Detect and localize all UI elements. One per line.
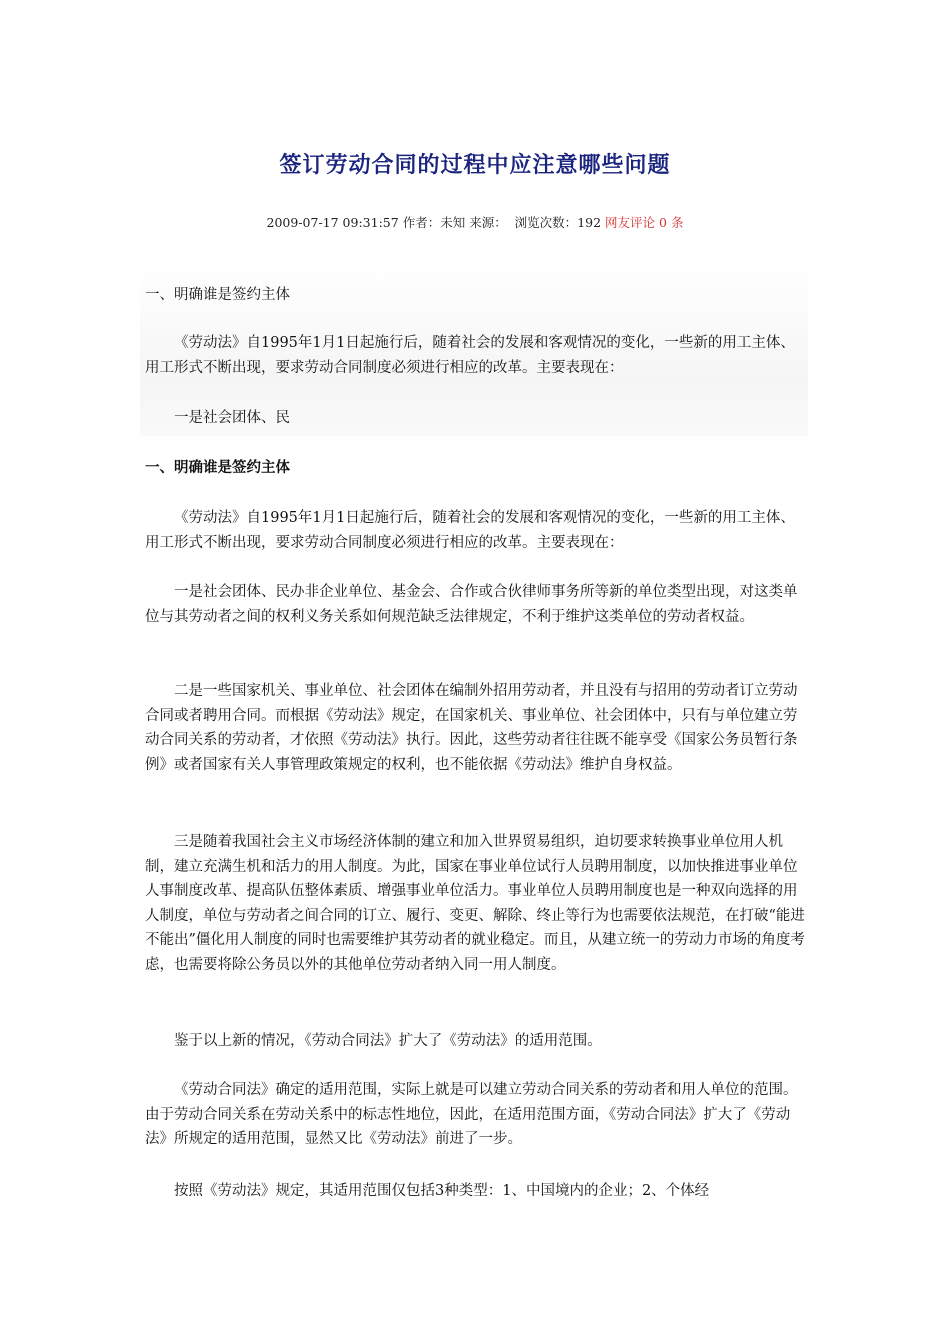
views-label: 浏览次数： [514,215,578,230]
section-heading: 一、明确谁是签约主体 [145,460,290,476]
author-label: 作者： [402,215,441,230]
comments-count: 0 [659,215,667,230]
article-title: 签订劳动合同的过程中应注意哪些问题 [279,153,671,178]
body-paragraph: 三是随着我国社会主义市场经济体制的建立和加入世界贸易组织，迫切要求转换事业单位用人机制，建立充满生机和活力的用人制度。为此，国家在事业单位试行人员聘用制度，以加快推进事业单位人事制度改革、提高队伍整体素质、增强事业单位活力。事业单位人员聘用制度也是一种双向选择的用人制度，单位与劳动者之间合同的订立、履行、变更、解除、终止等行为也需要依法规范，在打破“能进不能出”僵化用人制度的同时也需要维护其劳动者的就业稳定。而且，从建立统一的劳动力市场的角度考虑，也需要将除公务员以外的其他单位劳动者纳入同一用人制度。 [145,834,805,973]
source-label: 来源： [469,215,507,230]
article-meta [0,213,950,231]
author-value: 未知 [440,215,466,230]
comments-link[interactable]: 网友评论 0 条 [605,215,684,230]
body-paragraph: 二是一些国家机关、事业单位、社会团体在编制外招用劳动者，并且没有与招用的劳动者订立劳动合同或者聘用合同。而根据《劳动法》规定，在国家机关、事业单位、社会团体中，只有与单位建立劳动合同关系的劳动者，才依照《劳动法》执行。因此，这些劳动者往往既不能享受《国家公务员暂行条例》或者国家有关人事管理政策规定的权利，也不能依据《劳动法》维护自身权益。 [145,683,798,773]
body-paragraph: 按照《劳动法》规定，其适用范围仅包括3种类型：1、中国境内的企业；2、个体经 [174,1183,710,1199]
body-paragraph: 一是社会团体、民办非企业单位、基金会、合作或合伙律师事务所等新的单位类型出现，对这类单位与其劳动者之间的权利义务关系如何规范缺乏法律规定，不利于维护这类单位的劳动者权益。 [145,584,798,625]
excerpt-paragraph-truncated: 一是社会团体、民 [174,410,290,426]
body-paragraph: 《劳动合同法》确定的适用范围，实际上就是可以建立劳动合同关系的劳动者和用人单位的范围。由于劳动合同关系在劳动关系中的标志性地位，因此，在适用范围方面，《劳动合同法》扩大了《劳动法》所规定的适用范围，显然又比《劳动法》前进了一步。 [145,1082,798,1147]
excerpt-heading: 一、明确谁是签约主体 [145,287,290,303]
body-paragraph: 鉴于以上新的情况，《劳动合同法》扩大了《劳动法》的适用范围。 [174,1033,602,1049]
body-paragraph: 《劳动法》自1995年1月1日起施行后，随着社会的发展和客观情况的变化，一些新的用工主体、用工形式不断出现，要求劳动合同制度必须进行相应的改革。主要表现在： [145,510,795,551]
views-count: 192 [577,215,602,230]
excerpt-paragraph: 《劳动法》自1995年1月1日起施行后，随着社会的发展和客观情况的变化，一些新的用工主体、用工形式不断出现，要求劳动合同制度必须进行相应的改革。主要表现在： [145,335,795,376]
publish-datetime: 2009-07-17 09:31:57 [266,215,399,230]
